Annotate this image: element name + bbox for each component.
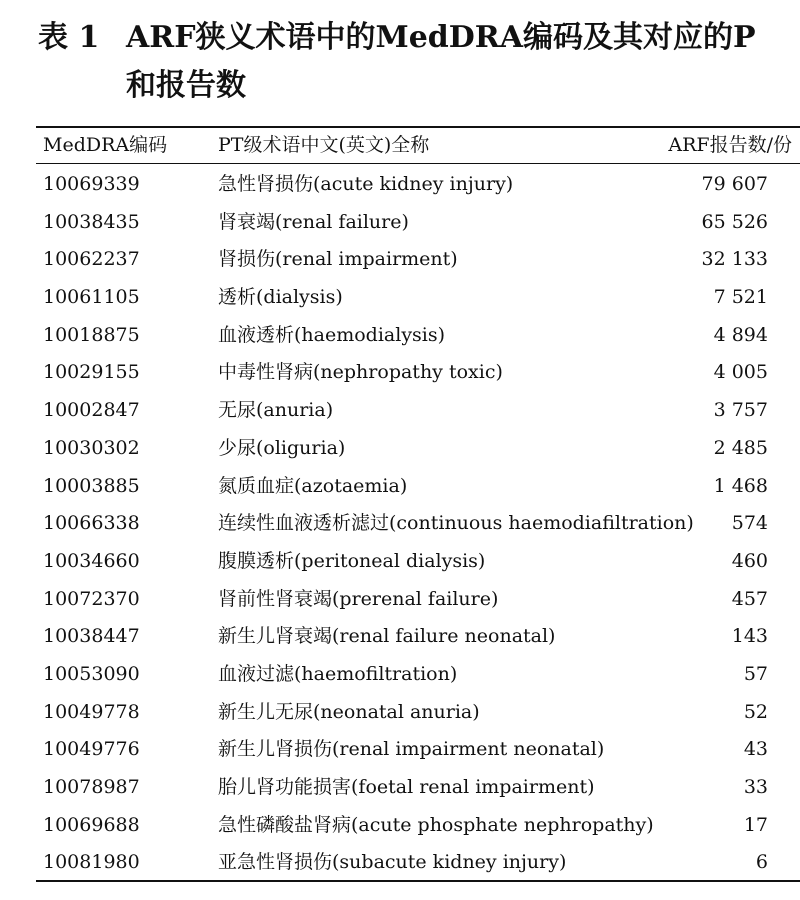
pt-term-cell: 肾损伤(renal impairment) (218, 248, 458, 271)
report-count-cell: 32 133 (701, 248, 768, 271)
meddra-code-cell: 10061105 (43, 286, 140, 309)
table-row (36, 430, 800, 468)
meddra-code-cell: 10069688 (43, 813, 140, 836)
table-row (36, 844, 800, 882)
table-row (36, 317, 800, 355)
pt-term-cell: 新生儿肾衰竭(renal failure neonatal) (218, 625, 556, 648)
table-row (36, 543, 800, 581)
table-row (36, 731, 800, 769)
report-count-cell: 1 468 (713, 474, 768, 497)
pt-term-cell: 血液过滤(haemofiltration) (218, 662, 458, 685)
meddra-code-cell: 10072370 (43, 587, 140, 610)
table-row (36, 354, 800, 392)
header-meddra-code: MedDRA编码 (43, 134, 168, 156)
pt-term-cell: 透析(dialysis) (218, 286, 343, 309)
header-pt-term: PT级术语中文(英文)全称 (218, 134, 430, 156)
pt-term-cell: 血液透析(haemodialysis) (218, 323, 446, 346)
meddra-code-cell: 10081980 (43, 851, 140, 874)
table-row (36, 581, 800, 619)
meddra-code-cell: 10002847 (43, 399, 140, 422)
pt-term-cell: 胎儿肾功能损害(foetal renal impairment) (218, 776, 595, 798)
table-row (36, 468, 800, 506)
pt-term-cell: 肾衰竭(renal failure) (218, 210, 409, 233)
meddra-code-cell: 10038435 (43, 210, 140, 233)
pt-term-cell: 亚急性肾损伤(subacute kidney injury) (218, 851, 567, 874)
report-count-cell: 3 757 (713, 399, 768, 422)
report-count-cell: 7 521 (713, 286, 768, 309)
table-row (36, 204, 800, 242)
report-count-cell: 143 (731, 625, 768, 648)
report-count-cell: 17 (743, 813, 768, 836)
table-number: 表 1 (38, 20, 100, 55)
report-count-cell: 52 (743, 700, 768, 723)
meddra-code-cell: 10018875 (43, 323, 140, 346)
pt-term-cell: 中毒性肾病(nephropathy toxic) (218, 361, 503, 384)
report-count-cell: 4 894 (713, 323, 768, 346)
table-bottom-rule (36, 880, 800, 882)
meddra-code-cell: 10034660 (43, 549, 140, 572)
report-count-cell: 65 526 (701, 210, 768, 233)
table-row (36, 241, 800, 279)
pt-term-cell: 连续性血液透析滤过(continuous haemodiafiltration) (218, 512, 694, 535)
table-row (36, 769, 800, 807)
table-row (36, 392, 800, 430)
pt-term-cell: 急性肾损伤(acute kidney injury) (218, 173, 514, 195)
report-count-cell: 33 (743, 776, 768, 798)
table-caption (38, 14, 800, 110)
pt-term-cell: 新生儿无尿(neonatal anuria) (218, 700, 480, 723)
table-title-line1: ARF狭义术语中的MedDRA编码及其对应的P (126, 20, 756, 55)
pt-term-cell: 无尿(anuria) (218, 399, 334, 422)
meddra-code-cell: 10049778 (43, 700, 140, 723)
meddra-code-cell: 10030302 (43, 436, 140, 459)
table-row (36, 505, 800, 543)
meddra-code-cell: 10049776 (43, 738, 140, 761)
meddra-code-cell: 10069339 (43, 173, 140, 195)
header-report-count: ARF报告数/份 (668, 134, 792, 156)
pt-term-cell: 氮质血症(azotaemia) (218, 474, 408, 497)
report-count-cell: 460 (731, 549, 768, 572)
pt-term-cell: 肾前性肾衰竭(prerenal failure) (218, 587, 499, 610)
meddra-code-cell: 10062237 (43, 248, 140, 271)
table-row (36, 166, 800, 204)
table-header-rule (36, 163, 800, 164)
meddra-code-cell: 10066338 (43, 512, 140, 535)
report-count-cell: 457 (731, 587, 768, 610)
report-count-cell: 57 (743, 662, 768, 685)
pt-term-cell: 新生儿肾损伤(renal impairment neonatal) (218, 738, 605, 761)
pt-term-cell: 腹膜透析(peritoneal dialysis) (218, 549, 486, 572)
table-row (36, 656, 800, 694)
table-title-line2: 和报告数 (126, 68, 246, 103)
report-count-cell: 574 (731, 512, 768, 535)
meddra-code-cell: 10053090 (43, 662, 140, 685)
table-body (0, 166, 800, 882)
report-count-cell: 2 485 (713, 436, 768, 459)
meddra-code-cell: 10003885 (43, 474, 140, 497)
report-count-cell: 6 (755, 851, 768, 874)
table-row (36, 279, 800, 317)
table-row (36, 807, 800, 845)
table-row (36, 618, 800, 656)
pt-term-cell: 少尿(oliguria) (218, 436, 346, 459)
table-row (36, 694, 800, 732)
table-header-row (36, 127, 800, 164)
report-count-cell: 4 005 (713, 361, 768, 384)
report-count-cell: 79 607 (701, 173, 768, 195)
pt-term-cell: 急性磷酸盐肾病(acute phosphate nephropathy) (218, 813, 654, 836)
meddra-code-cell: 10038447 (43, 625, 140, 648)
meddra-code-cell: 10078987 (43, 776, 140, 798)
report-count-cell: 43 (743, 738, 768, 761)
meddra-code-cell: 10029155 (43, 361, 140, 384)
